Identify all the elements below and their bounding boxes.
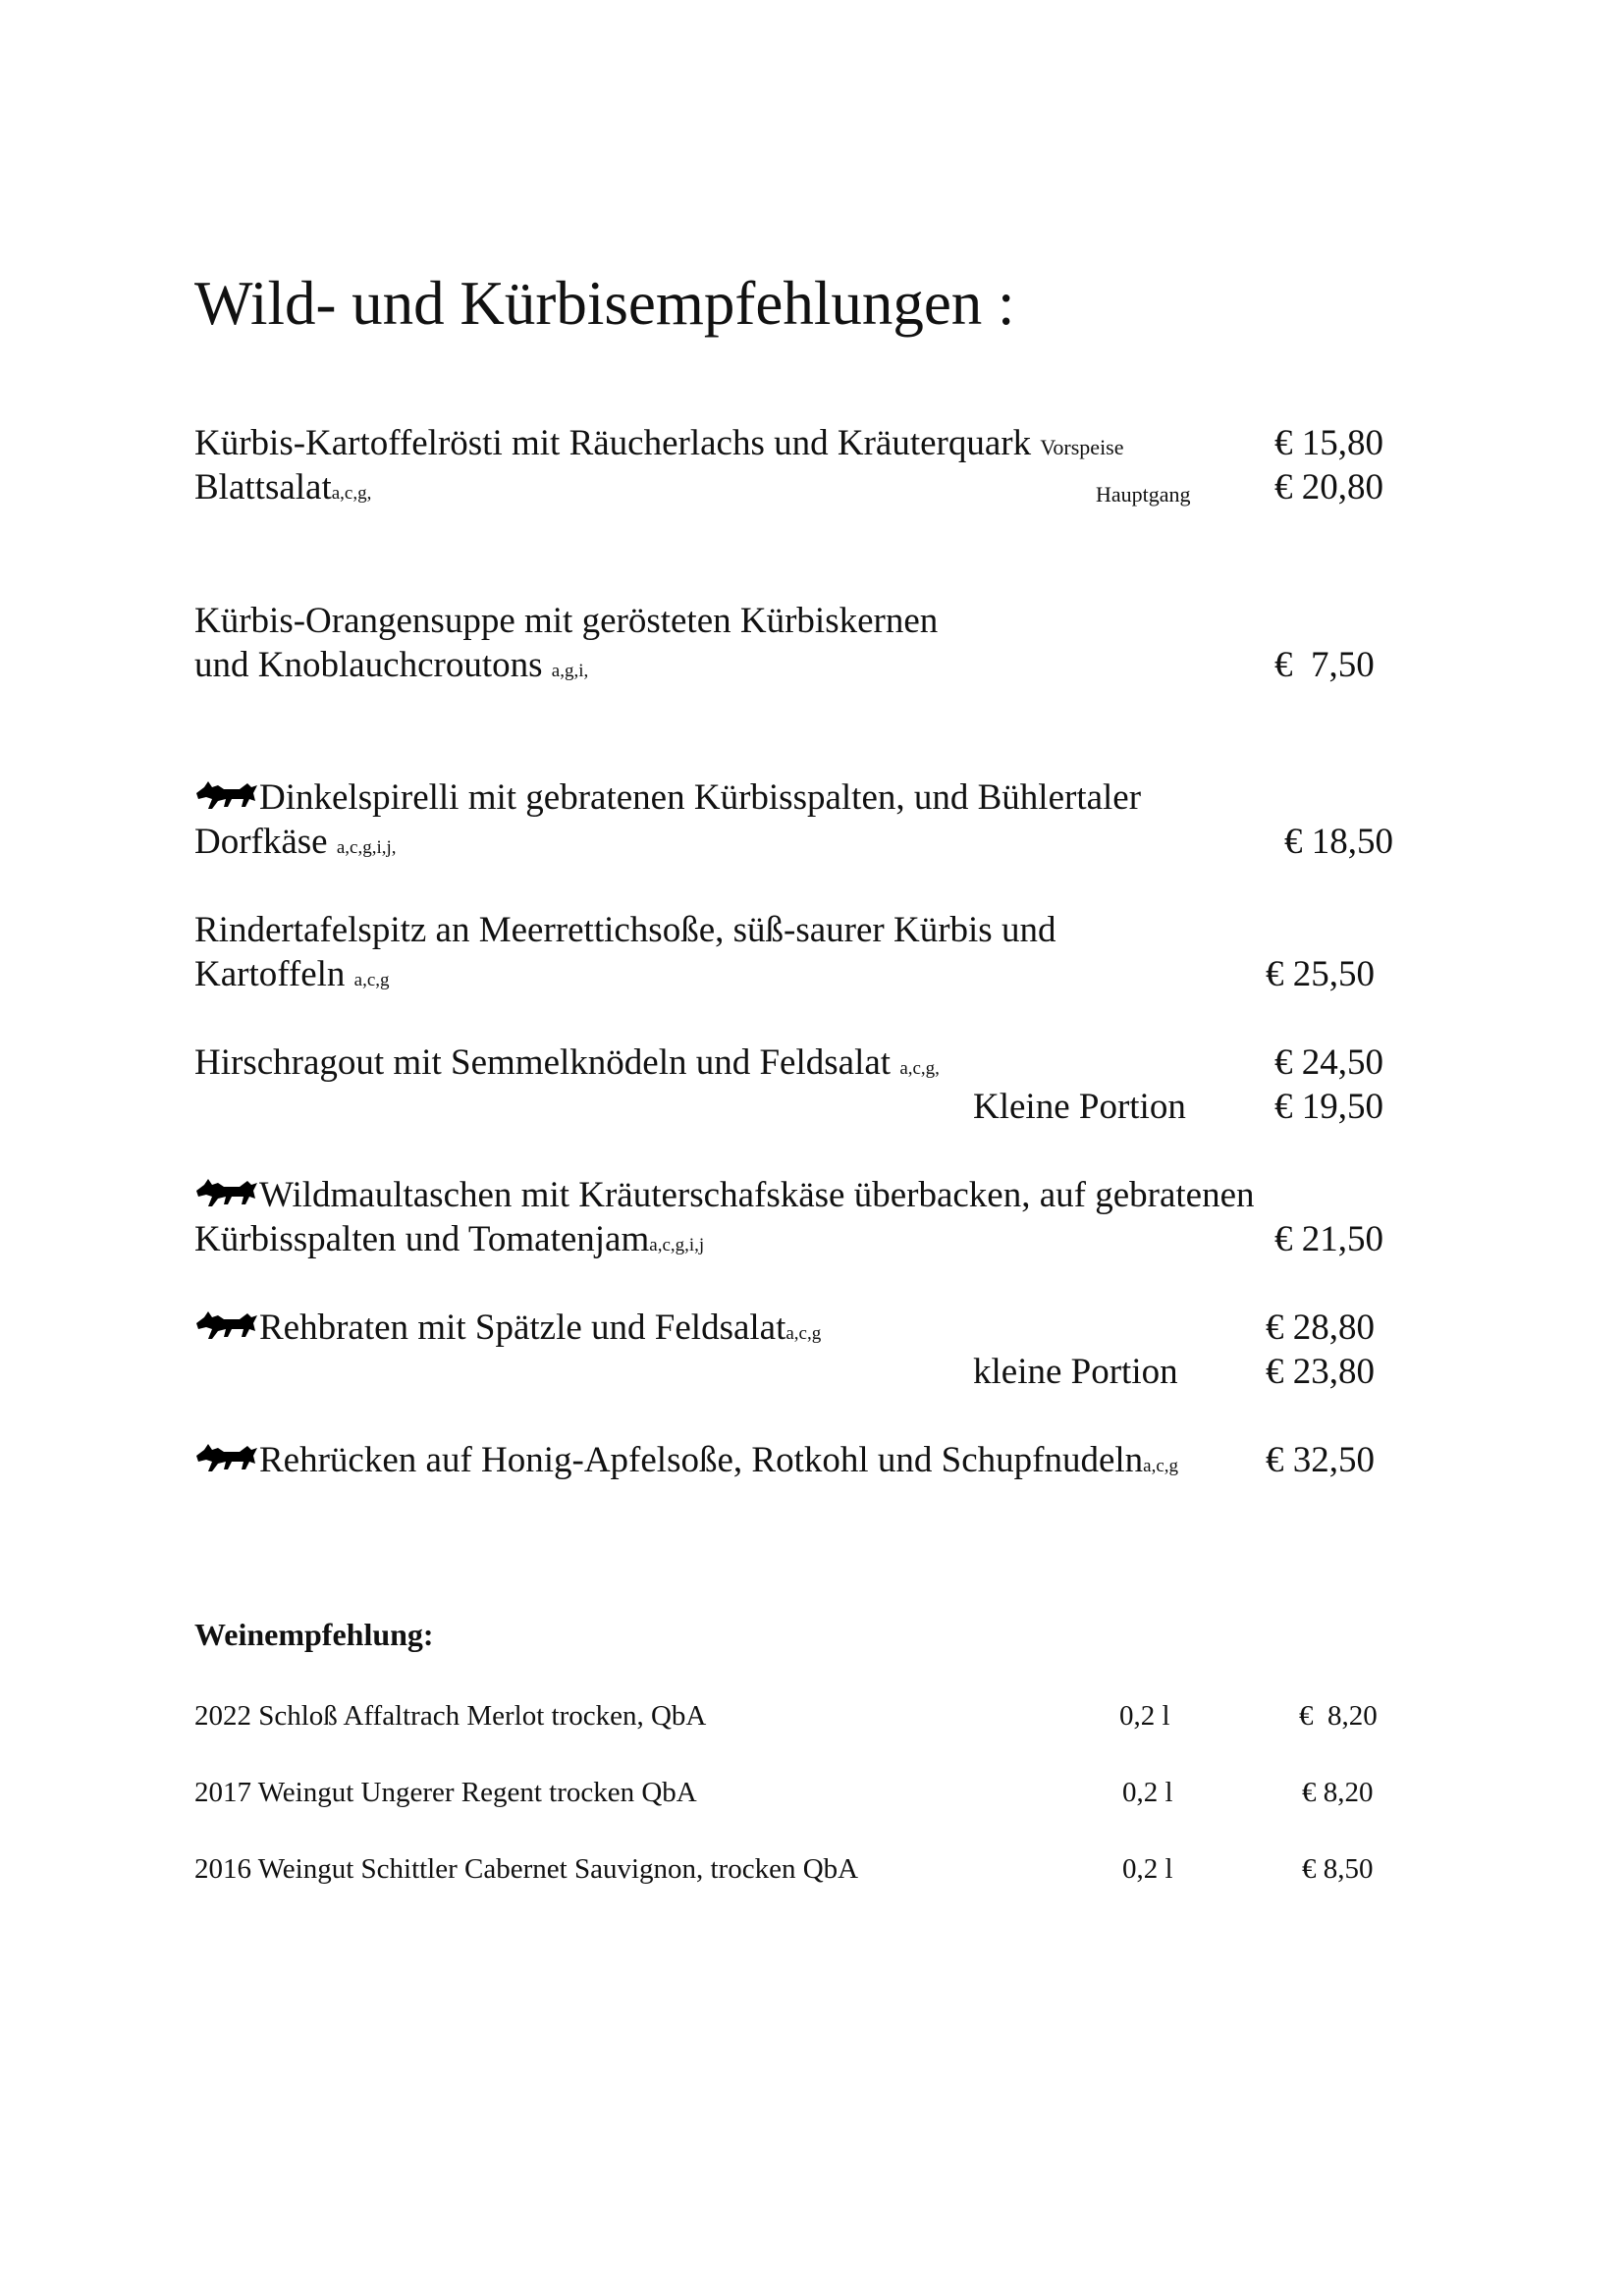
wine-row-1-name: 2022 Schloß Affaltrach Merlot trocken, QbA <box>194 1700 707 1732</box>
label-kleine-portion: Kleine Portion <box>973 1087 1186 1127</box>
lion-icon <box>194 1177 259 1208</box>
allergens: a,c,g, <box>331 483 372 504</box>
lion-icon <box>194 1309 259 1341</box>
allergens: a,c,g,i,j <box>649 1235 705 1255</box>
menu-item-2-price: € 7,50 <box>1274 645 1375 685</box>
menu-item-7-line1: Rehbraten mit Spätzle und Feldsalata,c,g <box>194 1307 821 1356</box>
label-hauptgang: Hauptgang <box>1096 482 1191 507</box>
menu-item-1-price1: € 15,80 <box>1274 423 1383 463</box>
allergens: a,c,g <box>353 970 390 990</box>
menu-item-1-price2: € 20,80 <box>1274 467 1383 507</box>
menu-item-3-line1: Dinkelspirelli mit gebratenen Kürbisspalten, und Bühlertaler <box>194 776 1141 820</box>
wine-row-2-name: 2017 Weingut Ungerer Regent trocken QbA <box>194 1777 697 1808</box>
menu-item-7-price1: € 28,80 <box>1266 1308 1375 1348</box>
menu-item-4-line2: Kartoffeln a,c,g <box>194 954 390 994</box>
wine-row-3-amount: 0,2 l <box>1122 1853 1173 1885</box>
menu-item-5-line1: Hirschragout mit Semmelknödeln und Feldsalat a,c,g, <box>194 1042 940 1083</box>
allergens: a,c,g,i,j, <box>336 837 397 858</box>
allergens: a,c,g <box>785 1323 822 1344</box>
menu-item-7-price2: € 23,80 <box>1266 1352 1375 1392</box>
wine-row-3-price: € 8,50 <box>1302 1853 1374 1885</box>
menu-item-2-line1: Kürbis-Orangensuppe mit gerösteten Kürbiskernen <box>194 601 939 641</box>
wine-row-2-amount: 0,2 l <box>1122 1777 1173 1808</box>
menu-item-1-line1: Kürbis-Kartoffelrösti mit Räucherlachs und Kräuterquark Vorspeise <box>194 423 1124 463</box>
menu-item-6-line2: Kürbisspalten und Tomatenjama,c,g,i,j <box>194 1219 705 1259</box>
allergens: a,g,i, <box>551 661 589 681</box>
wine-row-1-amount: 0,2 l <box>1119 1700 1170 1732</box>
menu-item-6-line1: Wildmaultaschen mit Kräuterschafskäse überbacken, auf gebratenen <box>194 1174 1255 1217</box>
wine-row-3-name: 2016 Weingut Schittler Cabernet Sauvignon, trocken QbA <box>194 1853 859 1885</box>
menu-item-1-line2: Blattsalata,c,g, <box>194 467 372 507</box>
menu-item-4-price: € 25,50 <box>1266 954 1375 994</box>
allergens: a,c,g <box>1143 1456 1179 1476</box>
menu-item-5-price1: € 24,50 <box>1274 1042 1383 1083</box>
allergens: a,c,g, <box>899 1058 940 1079</box>
page-title: Wild- und Kürbisempfehlungen : <box>194 269 1015 338</box>
wine-row-1-price: € 8,20 <box>1299 1700 1378 1732</box>
menu-item-8-price: € 32,50 <box>1266 1440 1375 1480</box>
menu-item-4-line1: Rindertafelspitz an Meerrettichsoße, süß-saurer Kürbis und <box>194 910 1056 950</box>
menu-item-6-price: € 21,50 <box>1274 1219 1383 1259</box>
menu-item-3-price: € 18,50 <box>1284 822 1393 862</box>
menu-item-2-line2: und Knoblauchcroutons a,g,i, <box>194 645 589 685</box>
lion-icon <box>194 1442 259 1473</box>
menu-item-8-line1: Rehrücken auf Honig-Apfelsoße, Rotkohl und Schupfnudelna,c,g <box>194 1439 1178 1488</box>
label-kleine-portion: kleine Portion <box>973 1352 1178 1392</box>
menu-item-5-price2: € 19,50 <box>1274 1087 1383 1127</box>
label-vorspeise: Vorspeise <box>1040 435 1124 459</box>
menu-item-3-line2: Dorfkäse a,c,g,i,j, <box>194 822 397 862</box>
wine-row-2-price: € 8,20 <box>1302 1777 1374 1808</box>
lion-icon <box>194 779 259 811</box>
wine-heading: Weinempfehlung: <box>194 1617 434 1652</box>
